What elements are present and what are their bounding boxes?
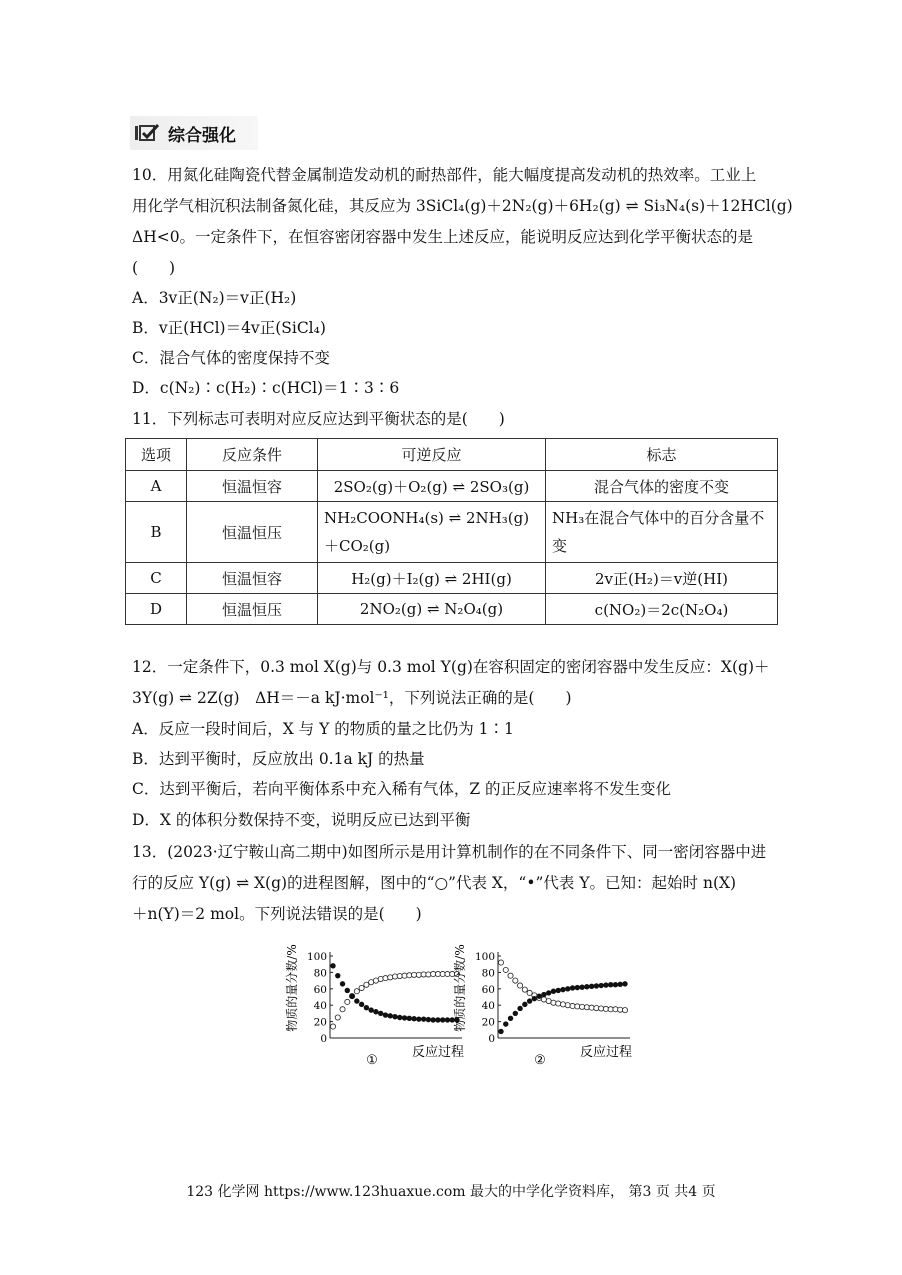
q10-line-4: ( ): [132, 259, 176, 277]
data-point-y: [589, 984, 594, 989]
data-point-x: [565, 1003, 570, 1008]
data-point-x: [556, 1001, 561, 1006]
data-point-x: [364, 982, 369, 987]
table-header-row: [126, 439, 778, 471]
data-point-y: [388, 1013, 393, 1018]
data-point-y: [575, 985, 580, 990]
data-point-x: [522, 987, 527, 992]
data-point-y: [608, 982, 613, 987]
table-cell: 2v正(H₂)＝v逆(HI): [546, 563, 778, 594]
data-point-y: [335, 973, 340, 978]
data-point-x: [359, 985, 364, 990]
data-point-y: [430, 1017, 435, 1022]
table-cell: A: [126, 471, 187, 502]
data-point-x: [498, 960, 503, 965]
data-point-y: [426, 1017, 431, 1022]
q13-line-3: ＋n(Y)＝2 mol。下列说法错误的是( ): [132, 905, 422, 923]
y-tick-label: 20: [313, 1016, 327, 1029]
table-cell: 恒温恒容: [187, 471, 318, 502]
q11-stem: 11．下列标志可表明对应反应达到平衡状态的是( ): [132, 410, 505, 428]
table-cell: H₂(g)＋I₂(g) ⇌ 2HI(g): [318, 563, 546, 594]
q10-option-d: D．c(N₂)∶c(H₂)∶c(HCl)＝1∶3∶6: [132, 379, 400, 397]
x-axis-label: 反应过程: [579, 1045, 633, 1060]
table-cell: 2SO₂(g)＋O₂(g) ⇌ 2SO₃(g): [318, 471, 546, 502]
q12-option-d: D．X 的体积分数保持不变，说明反应已达到平衡: [132, 811, 471, 829]
data-point-x: [527, 990, 532, 995]
y-tick-label: 20: [481, 1016, 495, 1029]
table-row: [126, 502, 778, 563]
data-point-y: [508, 1016, 513, 1021]
data-point-x: [517, 983, 522, 988]
data-point-x: [551, 1000, 556, 1005]
data-point-y: [340, 981, 345, 986]
table-cell: 恒温恒压: [187, 502, 318, 563]
data-point-x: [354, 989, 359, 994]
table-cell: 恒温恒压: [187, 594, 318, 625]
y-tick-label: 0: [320, 1033, 327, 1045]
q12-option-b: B．达到平衡时，反应放出 0.1a kJ 的热量: [132, 750, 425, 768]
data-point-x: [560, 1002, 565, 1007]
data-point-y: [551, 989, 556, 994]
y-tick-label: 100: [306, 951, 327, 963]
q11-table: [125, 438, 778, 625]
table-header: 选项: [126, 439, 187, 471]
data-point-y: [397, 1015, 402, 1020]
data-point-y: [359, 1002, 364, 1007]
q10-option-a: A．3v正(N₂)＝v正(H₂): [132, 289, 297, 307]
data-point-y: [570, 985, 575, 990]
data-point-y: [565, 986, 570, 991]
table-row: [126, 471, 778, 502]
data-point-x: [503, 967, 508, 972]
q10-option-b: B．v正(HCl)＝4v正(SiCl₄): [132, 319, 326, 337]
table-header: 反应条件: [187, 439, 318, 471]
q13-line-1: 13．(2023·辽宁鞍山高二期中)如图所示是用计算机制作的在不同条件下、同一密闭容器中进: [132, 843, 767, 861]
data-point-x: [388, 975, 393, 980]
data-point-y: [378, 1011, 383, 1016]
y-tick-label: 80: [481, 967, 495, 980]
data-point-y: [421, 1016, 426, 1021]
section-title: 综合强化: [168, 125, 236, 146]
table-cell: 2NO₂(g) ⇌ N₂O₄(g): [318, 594, 546, 625]
check-icon: [134, 123, 162, 143]
q10-line-2: 用化学气相沉积法制备氮化硅，其反应为 3SiCl₄(g)＋2N₂(g)＋6H₂(g) ⇌ Si₃N₄(s)＋12HCl(g): [132, 197, 793, 215]
data-point-y: [541, 992, 546, 997]
data-point-y: [598, 983, 603, 988]
chart-1: [282, 936, 468, 1070]
table-cell: C: [126, 563, 187, 594]
data-point-y: [503, 1021, 508, 1026]
x-axis-label: 反应过程: [411, 1045, 465, 1060]
table-cell: NH₃在混合气体中的百分含量不变: [546, 502, 778, 563]
data-point-y: [345, 988, 350, 993]
data-point-y: [594, 983, 599, 988]
section-header: [130, 116, 258, 150]
data-point-y: [527, 998, 532, 1003]
data-point-y: [392, 1014, 397, 1019]
table-row: [126, 563, 778, 594]
table-cell: c(NO₂)＝2c(N₂O₄): [546, 594, 778, 625]
data-point-x: [335, 1015, 340, 1020]
q10-line-1: 10．用氮化硅陶瓷代替金属制造发动机的耐热部件，能大幅度提高发动机的热效率。工业上: [132, 166, 757, 184]
data-point-y: [373, 1009, 378, 1014]
table-header: 标志: [546, 439, 778, 471]
data-point-y: [560, 987, 565, 992]
y-tick-label: 40: [481, 1000, 495, 1013]
q13-line-2: 行的反应 Y(g) ⇌ X(g)的进程图解，图中的“○”代表 X，“•”代表 Y。已知：起始时 n(X): [132, 874, 737, 892]
data-point-y: [513, 1011, 518, 1016]
data-point-x: [340, 1007, 345, 1012]
data-point-x: [508, 973, 513, 978]
data-point-y: [532, 996, 537, 1001]
y-axis-label: 物质的量分数/%: [453, 944, 467, 1032]
data-point-y: [579, 984, 584, 989]
table-cell: B: [126, 502, 187, 563]
data-point-y: [546, 990, 551, 995]
data-point-y: [411, 1016, 416, 1021]
y-axis-label: 物质的量分数/%: [285, 944, 299, 1032]
q10-option-c: C．混合气体的密度保持不变: [132, 349, 330, 367]
data-point-y: [522, 1002, 527, 1007]
data-point-x: [378, 976, 383, 981]
q10-line-3: ΔH<0。一定条件下，在恒容密闭容器中发生上述反应，能说明反应达到化学平衡状态的是: [132, 228, 754, 246]
data-point-y: [440, 1017, 445, 1022]
data-point-x: [513, 978, 518, 983]
table-cell: 混合气体的密度不变: [546, 471, 778, 502]
data-point-y: [407, 1016, 412, 1021]
panel-label: ①: [366, 1053, 378, 1068]
table-row: [126, 594, 778, 625]
data-point-y: [354, 998, 359, 1003]
data-point-y: [364, 1005, 369, 1010]
data-point-y: [368, 1007, 373, 1012]
q12-line-2: 3Y(g) ⇌ 2Z(g) ΔH＝－a kJ·mol⁻¹，下列说法正确的是( ): [132, 689, 572, 707]
data-point-x: [383, 976, 388, 981]
table-cell: 恒温恒容: [187, 563, 318, 594]
y-tick-label: 40: [313, 1000, 327, 1013]
table-header: 可逆反应: [318, 439, 546, 471]
data-point-y: [536, 993, 541, 998]
y-tick-label: 60: [313, 983, 327, 996]
q12-option-c: C．达到平衡后，若向平衡体系中充入稀有气体，Z 的正反应速率将不发生变化: [132, 780, 672, 798]
data-point-y: [613, 982, 618, 987]
data-point-y: [349, 993, 354, 998]
data-point-y: [517, 1006, 522, 1011]
table-cell: D: [126, 594, 187, 625]
data-point-y: [383, 1012, 388, 1017]
data-point-y: [618, 982, 623, 987]
data-point-y: [584, 984, 589, 989]
data-point-y: [402, 1015, 407, 1020]
data-point-y: [330, 963, 335, 968]
data-point-y: [622, 981, 627, 986]
y-tick-label: 0: [488, 1033, 495, 1045]
data-point-y: [435, 1017, 440, 1022]
data-point-y: [416, 1016, 421, 1021]
data-point-y: [603, 982, 608, 987]
chart-2: [450, 936, 636, 1070]
y-tick-label: 100: [474, 951, 495, 963]
data-point-x: [330, 1024, 335, 1029]
q12-option-a: A．反应一段时间后，X 与 Y 的物质的量之比仍为 1∶1: [132, 720, 514, 738]
page-footer: 123 化学网 https://www.123huaxue.com 最大的中学化学资料库， 第3 页 共4 页: [186, 1184, 716, 1200]
y-tick-label: 60: [481, 983, 495, 996]
table-cell: NH₂COONH₄(s) ⇌ 2NH₃(g)＋CO₂(g): [318, 502, 546, 563]
data-point-x: [345, 999, 350, 1004]
q12-line-1: 12．一定条件下，0.3 mol X(g)与 0.3 mol Y(g)在容积固定的密闭容器中发生反应：X(g)＋: [132, 658, 770, 676]
data-point-y: [556, 988, 561, 993]
panel-label: ②: [534, 1053, 546, 1068]
y-tick-label: 80: [313, 967, 327, 980]
data-point-y: [498, 1029, 503, 1034]
data-point-x: [622, 1008, 627, 1013]
